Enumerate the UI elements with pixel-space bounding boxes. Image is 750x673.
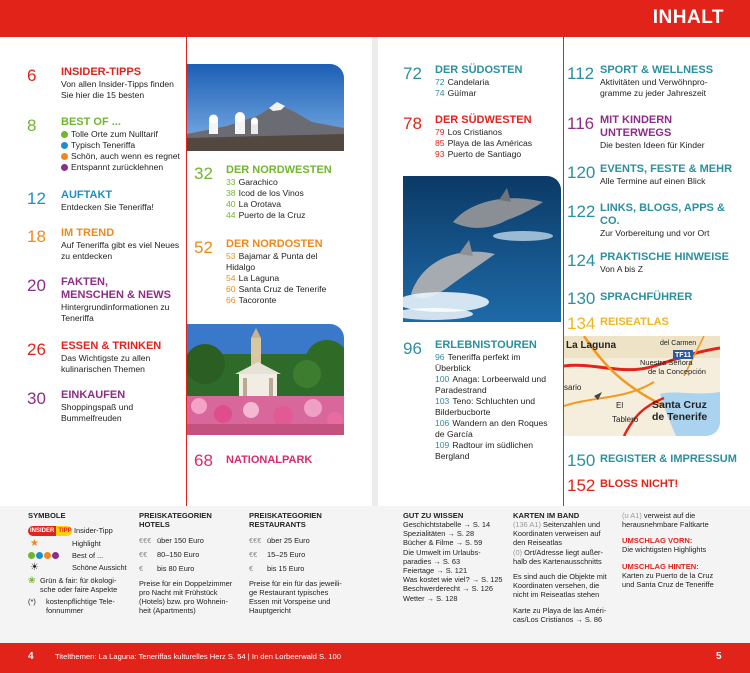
- toc-subentry[interactable]: 66 Tacoronte: [226, 295, 277, 305]
- cover-topics: Titelthemen: La Laguna: Teneriffas kulturelles Herz S. 54 | In den Lorbeerwald S. 100: [55, 652, 341, 661]
- legend-karten: KARTEN IM BAND (136 A1) Seitenzahlen und Koordinaten verweisen auf den Reiseatlas (0) Ort/Adresse liegt außer- halb des Kartenausschnitts Es sind auch die Objekte mit Koordinaten versehen, die nicht im Reiseatlas stehen Karte zu Playa de las Améri- cas/Los Cristianos → S. 86: [513, 511, 621, 624]
- toc-heading: CO.: [600, 215, 620, 227]
- toc-description: Von allen Insider-Tipps finden Sie hier die 15 besten: [61, 79, 174, 100]
- toc-heading: REGISTER & IMPRESSUM: [600, 453, 737, 465]
- orange-dot-icon: [61, 153, 68, 160]
- photo-teide-observatory: [187, 64, 344, 151]
- toc-entry-suedosten[interactable]: [403, 64, 563, 99]
- page-number: 8: [27, 116, 37, 135]
- toc-heading: DER SÜDOSTEN: [435, 64, 523, 76]
- legend-title: SYMBOLE: [28, 511, 66, 520]
- toc-description: Die besten Ideen für Kinder: [600, 140, 705, 150]
- page-number: 20: [27, 276, 46, 295]
- info-link[interactable]: Geschichtstabelle → S. 14: [403, 520, 491, 529]
- legend-row: ❀ Grün & fair: für ökologi- sche oder faire Aspekte: [28, 574, 118, 594]
- toc-entry-links[interactable]: [567, 202, 750, 239]
- viewpoint-icon: ☀: [30, 562, 39, 574]
- price-row: € bis 15 Euro: [249, 564, 305, 574]
- price-row: €€ 15–25 Euro: [249, 550, 306, 560]
- toc-description: Alle Termine auf einen Blick: [600, 176, 706, 186]
- info-link[interactable]: Spezialitäten → S. 28: [403, 529, 475, 539]
- toc-subentry[interactable]: 53 Bajamar & Punta del Hidalgo: [226, 251, 318, 272]
- info-link[interactable]: paradies → S. 63: [403, 556, 461, 566]
- page-number: 116: [567, 114, 595, 133]
- map-label: del Carmen: [660, 340, 697, 347]
- legend-row: ☀ Schöne Aussicht: [30, 562, 127, 574]
- price-row: € bis 80 Euro: [139, 564, 195, 574]
- toc-entry-erlebnistouren[interactable]: [403, 339, 563, 462]
- toc-entry-einkaufen[interactable]: [27, 389, 187, 424]
- page-number: 112: [567, 64, 595, 83]
- map-road-label: TF11: [675, 352, 691, 359]
- legend-title: PREISKATEGORIEN: [139, 511, 212, 520]
- price-row: €€ 80–150 Euro: [139, 550, 200, 560]
- page-number: 26: [27, 340, 46, 359]
- toc-heading: EINKAUFEN: [61, 389, 126, 401]
- best-of-dots-icon: [28, 551, 72, 560]
- green-fair-icon: ❀: [28, 574, 36, 585]
- price-note: Preise für ein Doppelzimmer pro Nacht mit Frühstück (Hotels) bzw. pro Wohnein- heit (Apartments): [139, 578, 233, 616]
- teide-photo-image: [187, 64, 344, 151]
- toc-entry-hinweise[interactable]: [567, 251, 750, 275]
- toc-entry-auftakt[interactable]: [27, 189, 187, 213]
- garden-photo-image: [187, 324, 344, 435]
- toc-subentry[interactable]: 33 Garachico: [226, 177, 278, 187]
- toc-subentry[interactable]: 54 La Laguna: [226, 273, 280, 283]
- toc-heading: BLOSS NICHT!: [600, 478, 679, 490]
- toc-subentry[interactable]: 40 La Orotava: [226, 199, 282, 209]
- info-link[interactable]: Feiertage → S. 121: [403, 566, 468, 576]
- map-city-label: de Tenerife: [652, 411, 708, 423]
- page-number: 134: [567, 314, 596, 333]
- page-number: 30: [27, 389, 46, 408]
- toc-entry-register[interactable]: [567, 451, 750, 470]
- toc-subentry[interactable]: 109 Radtour im südlichen: [435, 440, 534, 450]
- toc-heading: IM TREND: [61, 227, 115, 239]
- page-number: 32: [194, 164, 213, 183]
- page-number: 96: [403, 339, 422, 358]
- green-dot-icon: [61, 131, 68, 138]
- legend-row: ★ Highlight: [30, 538, 101, 549]
- toc-description: Entdecken Sie Teneriffa!: [61, 202, 154, 212]
- legend-title: KARTEN IM BAND: [513, 511, 580, 520]
- toc-entry-kinder[interactable]: [567, 114, 750, 151]
- toc-heading: BEST OF ...: [61, 116, 121, 128]
- map-city-label: Santa Cruz: [652, 399, 707, 411]
- page-number: 130: [567, 289, 596, 308]
- page-number-right: 5: [716, 651, 722, 662]
- info-link[interactable]: Die Umwelt im Urlaubs-: [403, 547, 481, 557]
- page-number: 150: [567, 451, 596, 470]
- toc-entry-nationalpark[interactable]: [194, 451, 364, 470]
- toc-subentry[interactable]: 38 Icod de los Vinos: [226, 188, 304, 198]
- toc-description: Aktivitäten und Verwöhnpro-: [600, 77, 708, 87]
- toc-description: Auf Teneriffa gibt es viel Neues zu entdecken: [61, 240, 180, 261]
- toc-entry-events[interactable]: [567, 163, 750, 187]
- photo-dolphins: [403, 176, 561, 322]
- toc-heading: INSIDER-TIPPS: [61, 66, 142, 78]
- photo-garden-pavilion: [187, 324, 344, 435]
- purple-dot-icon: [61, 164, 68, 171]
- toc-description: Von A bis Z: [600, 264, 643, 274]
- toc-heading: MIT KINDERN: [600, 114, 673, 126]
- map-label: Nuestra Señora: [640, 358, 693, 367]
- map-label: sario: [564, 383, 582, 392]
- legend-faltkarte: (ʊ A1) verweist auf die herausnehmbare Faltkarte UMSCHLAG VORN: Die wichtigsten Highlights UMSCHLAG HINTEN: Karten zu Puerto de la Cruz und Santa Cruz de Teneriffe: [622, 511, 748, 589]
- best-of-item: Typisch Teneriffa: [61, 140, 187, 151]
- page-number: 12: [27, 189, 46, 208]
- toc-heading: UNTERWEGS: [600, 127, 672, 139]
- toc-subentry[interactable]: 96 Teneriffa perfekt im: [435, 352, 521, 362]
- price-row: €€€ über 25 Euro: [249, 536, 310, 545]
- toc-entry-im-trend[interactable]: [27, 227, 187, 262]
- toc-heading: LINKS, BLOGS, APPS &: [600, 202, 725, 214]
- legend-symbole: [28, 511, 134, 615]
- toc-subentry[interactable]: 85 Playa de las Américas: [435, 138, 533, 148]
- toc-subentry[interactable]: 74 Güímar: [435, 88, 477, 98]
- toc-heading: DER NORDWESTEN: [226, 164, 332, 176]
- toc-subentry-cont: Paradestrand: [435, 385, 487, 395]
- map-label: El: [616, 401, 624, 410]
- page-number: 72: [403, 64, 422, 83]
- toc-subentry-cont: Bilderbucborte: [435, 407, 491, 417]
- legend-title: UMSCHLAG HINTEN:: [622, 561, 699, 571]
- phone-cost-icon: (*): [28, 597, 36, 607]
- legend-hotels: [139, 511, 245, 615]
- legend-title: HOTELS: [139, 520, 170, 529]
- page-number: 124: [567, 251, 596, 270]
- toc-heading: AUFTAKT: [61, 189, 113, 201]
- toc-subentry[interactable]: 93 Puerto de Santiago: [435, 149, 522, 159]
- blue-dot-icon: [61, 142, 68, 149]
- legend-row: INSIDER TIPP Insider-Tipp: [30, 526, 113, 536]
- toc-heading: NATIONALPARK: [226, 454, 313, 466]
- toc-description: Shoppingspaß und Bummelfreuden: [61, 402, 134, 423]
- toc-entry-nordosten[interactable]: [194, 238, 364, 306]
- price-row: €€€ über 150 Euro: [139, 536, 204, 545]
- legend-restaurants: [249, 511, 359, 615]
- legend-title: PREISKATEGORIEN: [249, 511, 322, 520]
- toc-heading: MENSCHEN & NEWS: [61, 289, 172, 301]
- column-divider: [563, 37, 564, 507]
- toc-entry-essen-trinken[interactable]: [27, 340, 187, 375]
- toc-subentry[interactable]: 44 Puerto de la Cruz: [226, 210, 306, 220]
- insider-tipp-icon: INSIDER TIPP: [30, 528, 72, 534]
- toc-heading: REISEATLAS: [600, 316, 669, 328]
- page-number: 18: [27, 227, 46, 246]
- toc-subentry-cont: Bergland: [435, 451, 470, 461]
- toc-entry-insider-tipps[interactable]: [27, 66, 187, 101]
- toc-description: Hintergrundinformationen zu Teneriffa: [61, 302, 170, 323]
- page-number: 122: [567, 202, 596, 221]
- price-note: Preise für ein für das jeweili- ge Restaurant typisches Essen mit Vorspeise und Hauptgericht: [249, 578, 342, 616]
- toc-heading: ESSEN & TRINKEN: [61, 340, 162, 352]
- toc-heading: PRAKTISCHE HINWEISE: [600, 251, 729, 263]
- toc-heading: DER NORDOSTEN: [226, 238, 323, 250]
- map-image: [564, 336, 720, 436]
- page-number: 120: [567, 163, 596, 182]
- toc-heading: FAKTEN,: [61, 276, 109, 288]
- star-icon: ★: [30, 538, 39, 549]
- toc-heading: EVENTS, FESTE & MEHR: [600, 163, 733, 175]
- legend-gut-zu-wissen: [403, 511, 509, 603]
- info-link[interactable]: Wetter → S. 128: [403, 593, 458, 603]
- toc-entry-bloss-nicht[interactable]: [567, 476, 750, 495]
- page-number: 152: [567, 476, 596, 495]
- best-of-item: Schön, auch wenn es regnet: [61, 151, 187, 162]
- map-label: Tablero: [612, 415, 639, 424]
- toc-description: Zur Vorbereitung und vor Ort: [600, 228, 710, 238]
- page-number: 68: [194, 451, 213, 470]
- map-santa-cruz: [564, 336, 720, 436]
- dolphins-photo-image: [403, 176, 561, 322]
- toc-subentry[interactable]: 60 Santa Cruz de Tenerife: [226, 284, 327, 294]
- best-of-item: Entspannt zurücklehnen: [61, 162, 187, 173]
- toc-entry-suedwesten[interactable]: [403, 114, 563, 160]
- toc-entry-sprachfuehrer[interactable]: [567, 289, 750, 308]
- best-of-item: Tolle Orte zum Nulltarif: [61, 129, 187, 140]
- map-label: de la Concepción: [648, 367, 706, 376]
- legend-title: UMSCHLAG VORN:: [622, 536, 693, 546]
- toc-heading: DER SÜDWESTEN: [435, 114, 532, 126]
- toc-subentry[interactable]: 106 Wandern an den Roques: [435, 418, 548, 428]
- toc-entry-best-of[interactable]: [27, 116, 187, 173]
- page-number-left: 4: [28, 651, 34, 662]
- page-title: INHALT: [652, 7, 724, 28]
- toc-subentry[interactable]: 79 Los Cristianos: [435, 127, 503, 137]
- toc-heading: ERLEBNISTOUREN: [435, 339, 537, 351]
- toc-subentry-cont: de García: [435, 429, 473, 439]
- info-link[interactable]: Was kostet wie viel? → S. 125: [403, 575, 503, 585]
- page-number: 78: [403, 114, 422, 133]
- page-number: 6: [27, 66, 37, 85]
- toc-subentry[interactable]: 72 Candelaria: [435, 77, 490, 87]
- legend-title: GUT ZU WISSEN: [403, 511, 464, 520]
- legend-row: (*) kostenpflichtige Tele- fonnummer: [28, 597, 115, 616]
- toc-entry-nordwesten[interactable]: [194, 164, 364, 221]
- toc-subentry-cont: Überblick: [435, 363, 471, 373]
- toc-entry-fakten[interactable]: [27, 276, 187, 324]
- toc-subentry[interactable]: 103 Teno: Schluchten und: [435, 396, 535, 406]
- toc-heading: SPRACHFÜHRER: [600, 291, 693, 303]
- toc-subentry[interactable]: 100 Anaga: Lorbeerwald und: [435, 374, 546, 384]
- toc-entry-reiseatlas[interactable]: [567, 314, 750, 333]
- legend-title: RESTAURANTS: [249, 520, 306, 529]
- toc-heading: SPORT & WELLNESS: [600, 64, 714, 76]
- legend-row: Best of ...: [28, 551, 134, 560]
- info-link[interactable]: Beschwerderecht → S. 126: [403, 584, 493, 594]
- toc-description: gramme zu jeder Jahreszeit: [600, 88, 707, 98]
- map-town-label: La Laguna: [566, 340, 617, 351]
- toc-entry-sport[interactable]: [567, 64, 750, 99]
- toc-description: Das Wichtigste zu allen kulinarischen Themen: [61, 353, 151, 374]
- top-bar: [0, 0, 750, 37]
- info-link[interactable]: Bücher & Filme → S. 59: [403, 538, 483, 548]
- page-number: 52: [194, 238, 213, 257]
